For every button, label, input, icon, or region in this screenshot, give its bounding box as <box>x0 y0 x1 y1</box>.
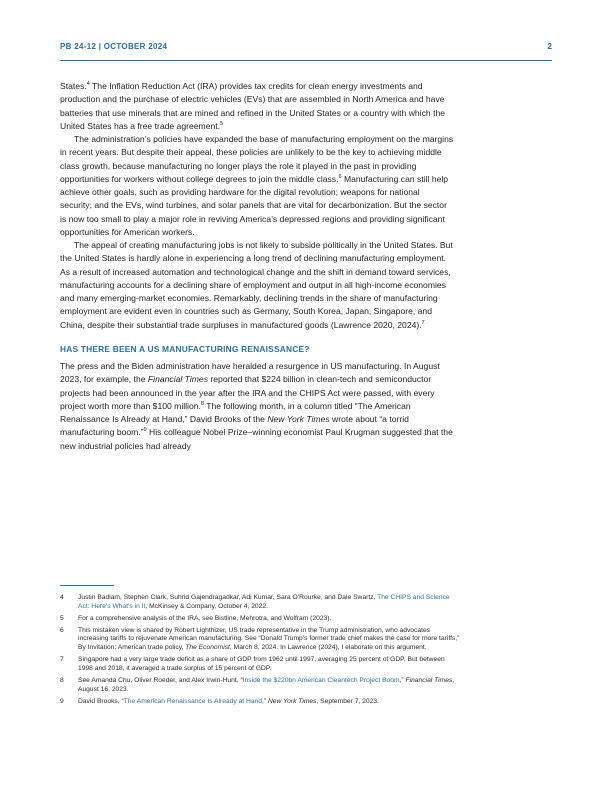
footnote-ref: 8 <box>200 400 204 407</box>
footnote-ref: 4 <box>86 81 90 88</box>
text-run: David Brooks, “ <box>78 697 124 705</box>
report-id-date: PB 24-12 | OCTOBER 2024 <box>60 42 168 51</box>
header-rule <box>60 60 552 61</box>
footnote <box>60 677 460 694</box>
footnote-text <box>78 677 460 694</box>
footnote-text <box>78 594 460 611</box>
text-run: ,” <box>399 676 406 684</box>
text-run: reported that $224 billion in clean-tech and semiconductor projects had been announced in the year after the IRA and the CHIPS Act were passed, with every project worth more than $100 million. <box>60 374 435 411</box>
text-run: The press and the Biden administration have heralded a resurgence in US manufacturing. In August 2023, for example, the <box>60 361 440 385</box>
body-paragraph <box>60 239 454 332</box>
footnote-number: 9 <box>60 697 64 705</box>
page-header <box>60 42 552 56</box>
text-run: The administration’s policies have expanded the base of manufacturing employment on the margins in recent years. But despite their appeal, these policies are unlikely to be the key to achieving middle class growth, because manufacturing no longer plays the role it played in the past in providing opportunities for workers without college degrees to join the middle class. <box>60 134 454 184</box>
text-run: , August 16, 2023. <box>78 676 455 693</box>
section-heading: HAS THERE BEEN A US MANUFACTURING RENAISSANCE? <box>60 343 310 354</box>
text-run: , September 7, 2023. <box>316 697 379 705</box>
footnote <box>60 627 460 653</box>
footnote <box>60 656 460 673</box>
text-run: The following month, in a column titled “The American Renaissance Is Already at Hand,” David Brooks of the <box>60 400 411 424</box>
body-text <box>60 80 454 453</box>
footnote-ref: 6 <box>338 173 342 180</box>
footnote-number: 8 <box>60 676 64 684</box>
text-run: For a comprehensive analysis of the IRA, see Bistline, Mehrotra, and Wolfram (2023). <box>78 614 332 622</box>
text-run: wrote about “a torrid manufacturing boom.” <box>60 414 409 438</box>
reference-link[interactable]: Inside the $220bn American Cleantech Project Boom <box>242 676 400 684</box>
body-paragraphs <box>60 80 454 332</box>
text-run: The Inflation Reduction Act (IRA) provides tax credits for clean energy investments and production and the purchase of electric vehicles (EVs) that are assembled in North America and have batteries that use minerals that are mined and refined in the United States or a country with which the United States has a free trade agreement. <box>60 81 446 131</box>
body-paragraph <box>60 80 454 133</box>
text-run: ,” <box>262 697 268 705</box>
text-run: This mistaken view is shared by Robert Lighthizer, US trade representative in the Trump administration, who advocates increasing tariffs to rejuvenate American manufacturing. See “Donald Trump’s former trade chief makes the case for more tariffs,” By Invitation: American trade policy, <box>78 626 460 652</box>
footnote <box>60 615 460 624</box>
footnote-ref: 9 <box>143 427 147 434</box>
text-run: Manufacturing can still help achieve other goals, such as providing hardware for the digital revolution; weapons for national security; and the EVs, wind turbines, and solar panels that are vital for decarbonization. But the sector is now too small to play a major role in reviving America’s depressed regions and providing significant opportunities for American workers. <box>60 173 449 237</box>
text-run: , McKinsey & Company, October 4, 2022. <box>145 602 268 610</box>
footnote-text <box>78 627 460 653</box>
italic-title: The Economist <box>185 644 230 652</box>
footnote-number: 6 <box>60 626 64 634</box>
text-run: Justin Badlam, Stephen Clark, Suhrid Gajendragadkar, Adi Kumar, Sara O’Rourke, and Dale Swartz, <box>78 594 378 601</box>
italic-title: New York Times <box>267 414 330 424</box>
footnote <box>60 698 460 707</box>
footnote-number: 5 <box>60 614 64 622</box>
reference-link[interactable]: The CHIPS and Science Act: Here’s What’s in It <box>78 594 450 610</box>
text-run: States. <box>60 81 87 91</box>
text-run: His colleague Nobel Prize–winning economist Paul Krugman suggested that the new industrial policies had already <box>60 427 453 451</box>
reference-link[interactable]: The American Renaissance Is Already at Hand <box>123 697 262 705</box>
body-paragraph <box>60 133 454 239</box>
italic-title: Financial Times <box>405 676 453 684</box>
text-run: See Amanda Chu, Oliver Roeder, and Alex Irwin-Hunt, “ <box>78 676 243 684</box>
footnote-ref: 5 <box>220 120 224 127</box>
footnote-text <box>78 615 460 624</box>
footnote-text <box>78 656 460 673</box>
italic-title: Financial Times <box>147 374 209 385</box>
footnote-number: 7 <box>60 656 64 664</box>
text-run: The appeal of creating manufacturing jobs is not likely to subside politically in the United States. But the United States is hardly alone in experiencing a long trend of declining manufacturing employment. As a result of increased automation and technological change and the shift in demand toward services, manufacturing accounts for a declining share of employment and output in all high-income economies and many emerging-market economies. Remarkably, declining trends in the share of manufacturing employment are evident even in countries such as Germany, South Korea, Japan, Singapore, and China, despite their substantial trade surpluses in manufactured goods (Lawrence 2020, 2024). <box>60 240 453 330</box>
footnote-number: 4 <box>60 594 64 601</box>
section-paragraph <box>60 360 454 453</box>
italic-title: New York Times <box>267 697 317 705</box>
footnote <box>60 594 460 611</box>
text-run: Singapore had a very large trade deficit as a share of GDP from 1962 until 1997, averaging 25 percent of GDP. But between 1998 and 2018, it averaged a trade surplus of 15 percent of GDP. <box>78 656 445 672</box>
footnote-text <box>78 698 460 707</box>
page-number: 2 <box>547 42 552 51</box>
footnote-ref: 7 <box>421 319 425 326</box>
text-run: , March 8, 2024. In Lawrence (2024), I elaborate on this argument. <box>229 644 427 652</box>
footnote-rule <box>60 585 114 586</box>
footnotes <box>60 594 460 710</box>
